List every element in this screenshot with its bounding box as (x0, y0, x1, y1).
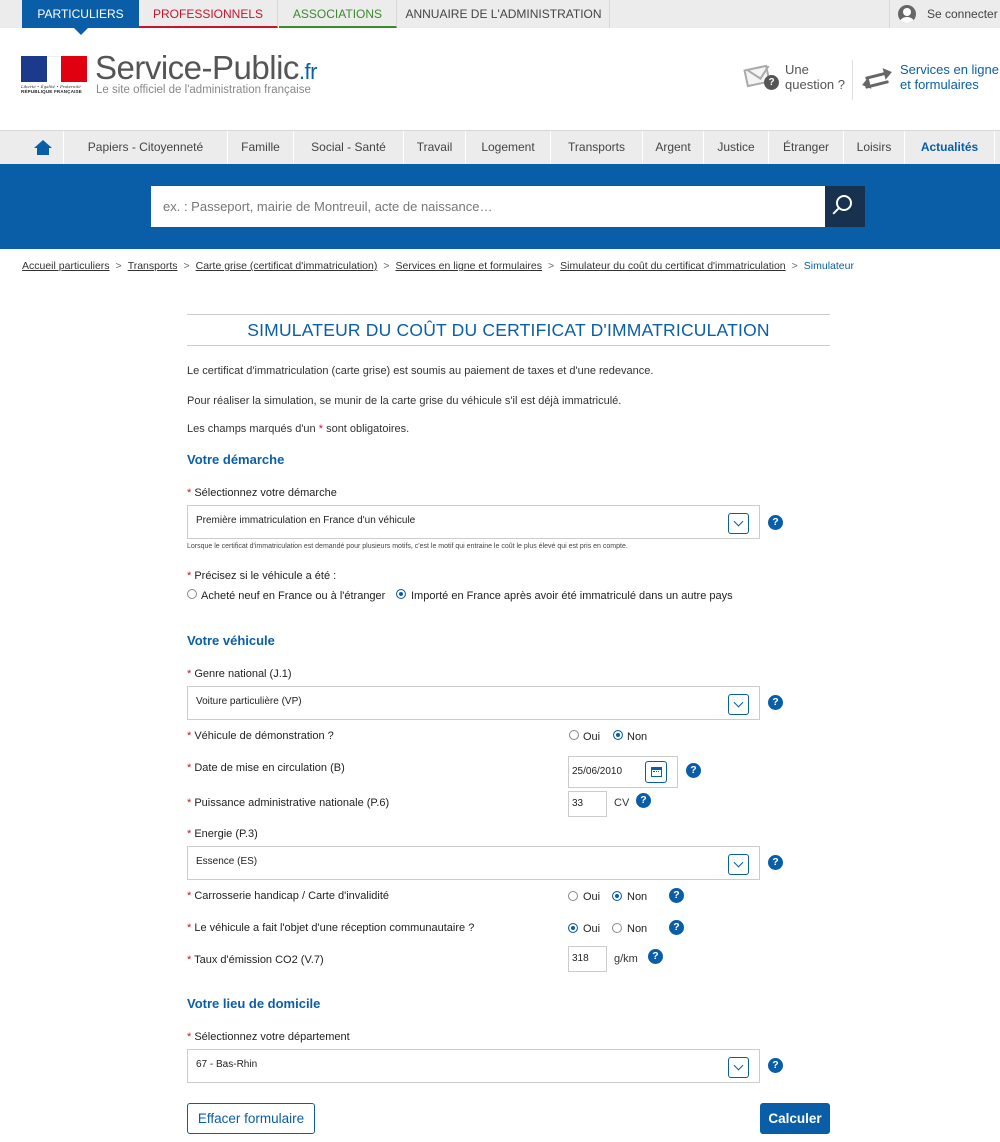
demo-oui-label: Oui (583, 731, 601, 743)
user-icon (898, 5, 916, 23)
reception-label: * Le véhicule a fait l'objet d'une réception communautaire ? (187, 922, 475, 934)
nav-item-justice[interactable]: Justice (704, 131, 769, 164)
nav-item-etranger[interactable]: Étranger (769, 131, 844, 164)
header-divider (852, 60, 853, 100)
help-icon[interactable]: ? (768, 515, 783, 530)
required-note: Les champs marqués d'un * sont obligatoires. (187, 423, 410, 435)
help-icon[interactable]: ? (636, 793, 651, 808)
demarche-value: Première immatriculation en France d'un véhicule (196, 515, 416, 526)
help-icon[interactable]: ? (768, 695, 783, 710)
breadcrumb-link-accueil[interactable]: Accueil particuliers (22, 260, 110, 272)
marianne-logo[interactable] (21, 56, 87, 96)
handicap-radio-non[interactable] (612, 891, 622, 901)
origin-option-importe: Importé en France après avoir été immatriculé dans un autre pays (411, 590, 733, 602)
genre-label: * Genre national (J.1) (187, 668, 292, 680)
nav-item-actualites[interactable]: Actualités (905, 131, 995, 164)
login-link[interactable] (889, 0, 1000, 28)
nav-item-travail[interactable]: Travail (404, 131, 466, 164)
demo-non-label: Non (627, 731, 648, 743)
reception-non-label: Non (627, 923, 648, 935)
nav-item-transports[interactable]: Transports (551, 131, 643, 164)
site-brand[interactable] (95, 49, 317, 87)
tab-professionnels[interactable]: PROFESSIONNELS (139, 0, 278, 28)
help-icon[interactable]: ? (686, 763, 701, 778)
demo-label: * Véhicule de démonstration ? (187, 730, 334, 742)
demo-radio-non[interactable] (613, 730, 623, 740)
section-domicile: Votre lieu de domicile (187, 996, 321, 1011)
services-link[interactable] (860, 62, 1000, 96)
search-icon (836, 195, 852, 211)
breadcrumb-link-simulateur-cout[interactable]: Simulateur du coût du certificat d'immatriculation (560, 260, 786, 272)
help-icon[interactable]: ? (768, 855, 783, 870)
energie-label: * Energie (P.3) (187, 828, 258, 840)
calculate-button[interactable]: Calculer (760, 1103, 830, 1134)
search-band (0, 164, 1000, 249)
nav-home[interactable] (22, 131, 64, 164)
co2-value: 318 (572, 953, 589, 964)
origin-label: * Précisez si le véhicule a été : (187, 570, 337, 582)
title-rule-bottom (187, 345, 830, 346)
reception-radio-non[interactable] (612, 923, 622, 933)
demarche-hint: Lorsque le certificat d'immatriculation est demandé pour plusieurs motifs, c'est le motif qui entraine le coût le plus élevé qui est pris en compte. (187, 543, 628, 550)
tab-annuaire[interactable]: ANNUAIRE DE L'ADMINISTRATION (398, 0, 610, 28)
question-badge-icon: ? (764, 75, 779, 90)
calendar-button[interactable] (645, 761, 667, 783)
puissance-unit: CV (614, 797, 630, 809)
chevron-down-icon[interactable] (728, 513, 749, 534)
brand-tld: .fr (298, 59, 317, 84)
calendar-icon (651, 767, 662, 777)
section-vehicule: Votre véhicule (187, 633, 275, 648)
question-link[interactable] (745, 62, 845, 96)
question-label: Une question ? (785, 62, 845, 92)
energie-value: Essence (ES) (196, 856, 258, 867)
section-demarche: Votre démarche (187, 452, 285, 467)
page-title: SIMULATEUR DU COÛT DU CERTIFICAT D'IMMATRICULATION (247, 320, 770, 340)
brand-name: Service-Public (95, 49, 299, 86)
nav-item-argent[interactable]: Argent (643, 131, 704, 164)
co2-input[interactable] (568, 946, 607, 972)
origin-radio-importe[interactable] (396, 589, 406, 599)
breadcrumb-link-services[interactable]: Services en ligne et formulaires (395, 260, 542, 272)
intro-text-1: Le certificat d'immatriculation (carte grise) est soumis au paiement de taxes et d'une redevance. (187, 365, 654, 377)
reset-button[interactable]: Effacer formulaire (187, 1103, 315, 1134)
nav-item-loisirs[interactable]: Loisirs (844, 131, 905, 164)
departement-select[interactable] (187, 1049, 760, 1083)
energie-select[interactable] (187, 846, 760, 880)
tab-particuliers[interactable]: PARTICULIERS (22, 0, 139, 28)
chevron-down-icon[interactable] (728, 1057, 749, 1078)
breadcrumb-link-transports[interactable]: Transports (127, 260, 178, 272)
reception-oui-label: Oui (583, 923, 601, 935)
flag-republic: RÉPUBLIQUE FRANÇAISE (21, 89, 83, 94)
chevron-down-icon[interactable] (728, 854, 749, 875)
title-rule-top (187, 314, 830, 315)
flag-motto: Liberté • Égalité • Fraternité (21, 84, 81, 89)
exchange-arrows-icon (862, 68, 892, 92)
date-value: 25/06/2010 (572, 766, 623, 777)
co2-label: * Taux d'émission CO2 (V.7) (187, 954, 324, 966)
help-icon[interactable]: ? (669, 888, 684, 903)
tab-associations[interactable]: ASSOCIATIONS (279, 0, 397, 28)
breadcrumb: Accueil particuliers > Transports > Carte grise (certificat d'immatriculation) > Services en ligne et formulaires > Simulateur du coût du certificat d'immatriculation > Simulateur (22, 260, 854, 272)
genre-select[interactable] (187, 686, 760, 720)
nav-item-famille[interactable]: Famille (228, 131, 294, 164)
puissance-value: 33 (572, 798, 584, 809)
handicap-radio-oui[interactable] (568, 891, 578, 901)
nav-item-logement[interactable]: Logement (466, 131, 551, 164)
main-nav (0, 130, 1000, 164)
puissance-label: * Puissance administrative nationale (P.6) (187, 797, 390, 809)
handicap-oui-label: Oui (583, 891, 601, 903)
demarche-label: * Sélectionnez votre démarche (187, 487, 337, 499)
breadcrumb-link-carte-grise[interactable]: Carte grise (certificat d'immatriculation) (195, 260, 378, 272)
help-icon[interactable]: ? (669, 920, 684, 935)
departement-label: * Sélectionnez votre département (187, 1031, 350, 1043)
co2-unit: g/km (614, 953, 638, 965)
handicap-label: * Carrosserie handicap / Carte d'invalidité (187, 890, 390, 902)
nav-item-papiers[interactable]: Papiers - Citoyenneté (64, 131, 228, 164)
help-icon[interactable]: ? (768, 1058, 783, 1073)
audience-bar (0, 0, 1000, 28)
departement-value: 67 - Bas-Rhin (196, 1059, 258, 1070)
reception-radio-oui[interactable] (568, 923, 578, 933)
origin-option-neuf: Acheté neuf en France ou à l'étranger (201, 590, 386, 602)
handicap-non-label: Non (627, 891, 648, 903)
genre-value: Voiture particulière (VP) (196, 696, 302, 707)
login-label: Se connecter (927, 7, 998, 21)
date-label: * Date de mise en circulation (B) (187, 762, 345, 774)
search-input[interactable] (151, 186, 825, 227)
site-tagline: Le site officiel de l'administration française (96, 84, 311, 96)
services-label: Services en ligne et formulaires (900, 62, 999, 92)
puissance-input[interactable] (568, 791, 607, 817)
search-button[interactable] (825, 186, 865, 227)
breadcrumb-current: Simulateur (803, 260, 854, 272)
origin-radio-neuf[interactable] (187, 589, 197, 599)
chevron-down-icon[interactable] (728, 694, 749, 715)
demarche-select[interactable] (187, 505, 760, 539)
help-icon[interactable]: ? (648, 949, 663, 964)
home-icon (34, 140, 52, 156)
nav-item-social[interactable]: Social - Santé (294, 131, 404, 164)
intro-text-2: Pour réaliser la simulation, se munir de la carte grise du véhicule s'il est déjà immatriculé. (187, 395, 622, 407)
demo-radio-oui[interactable] (569, 730, 579, 740)
